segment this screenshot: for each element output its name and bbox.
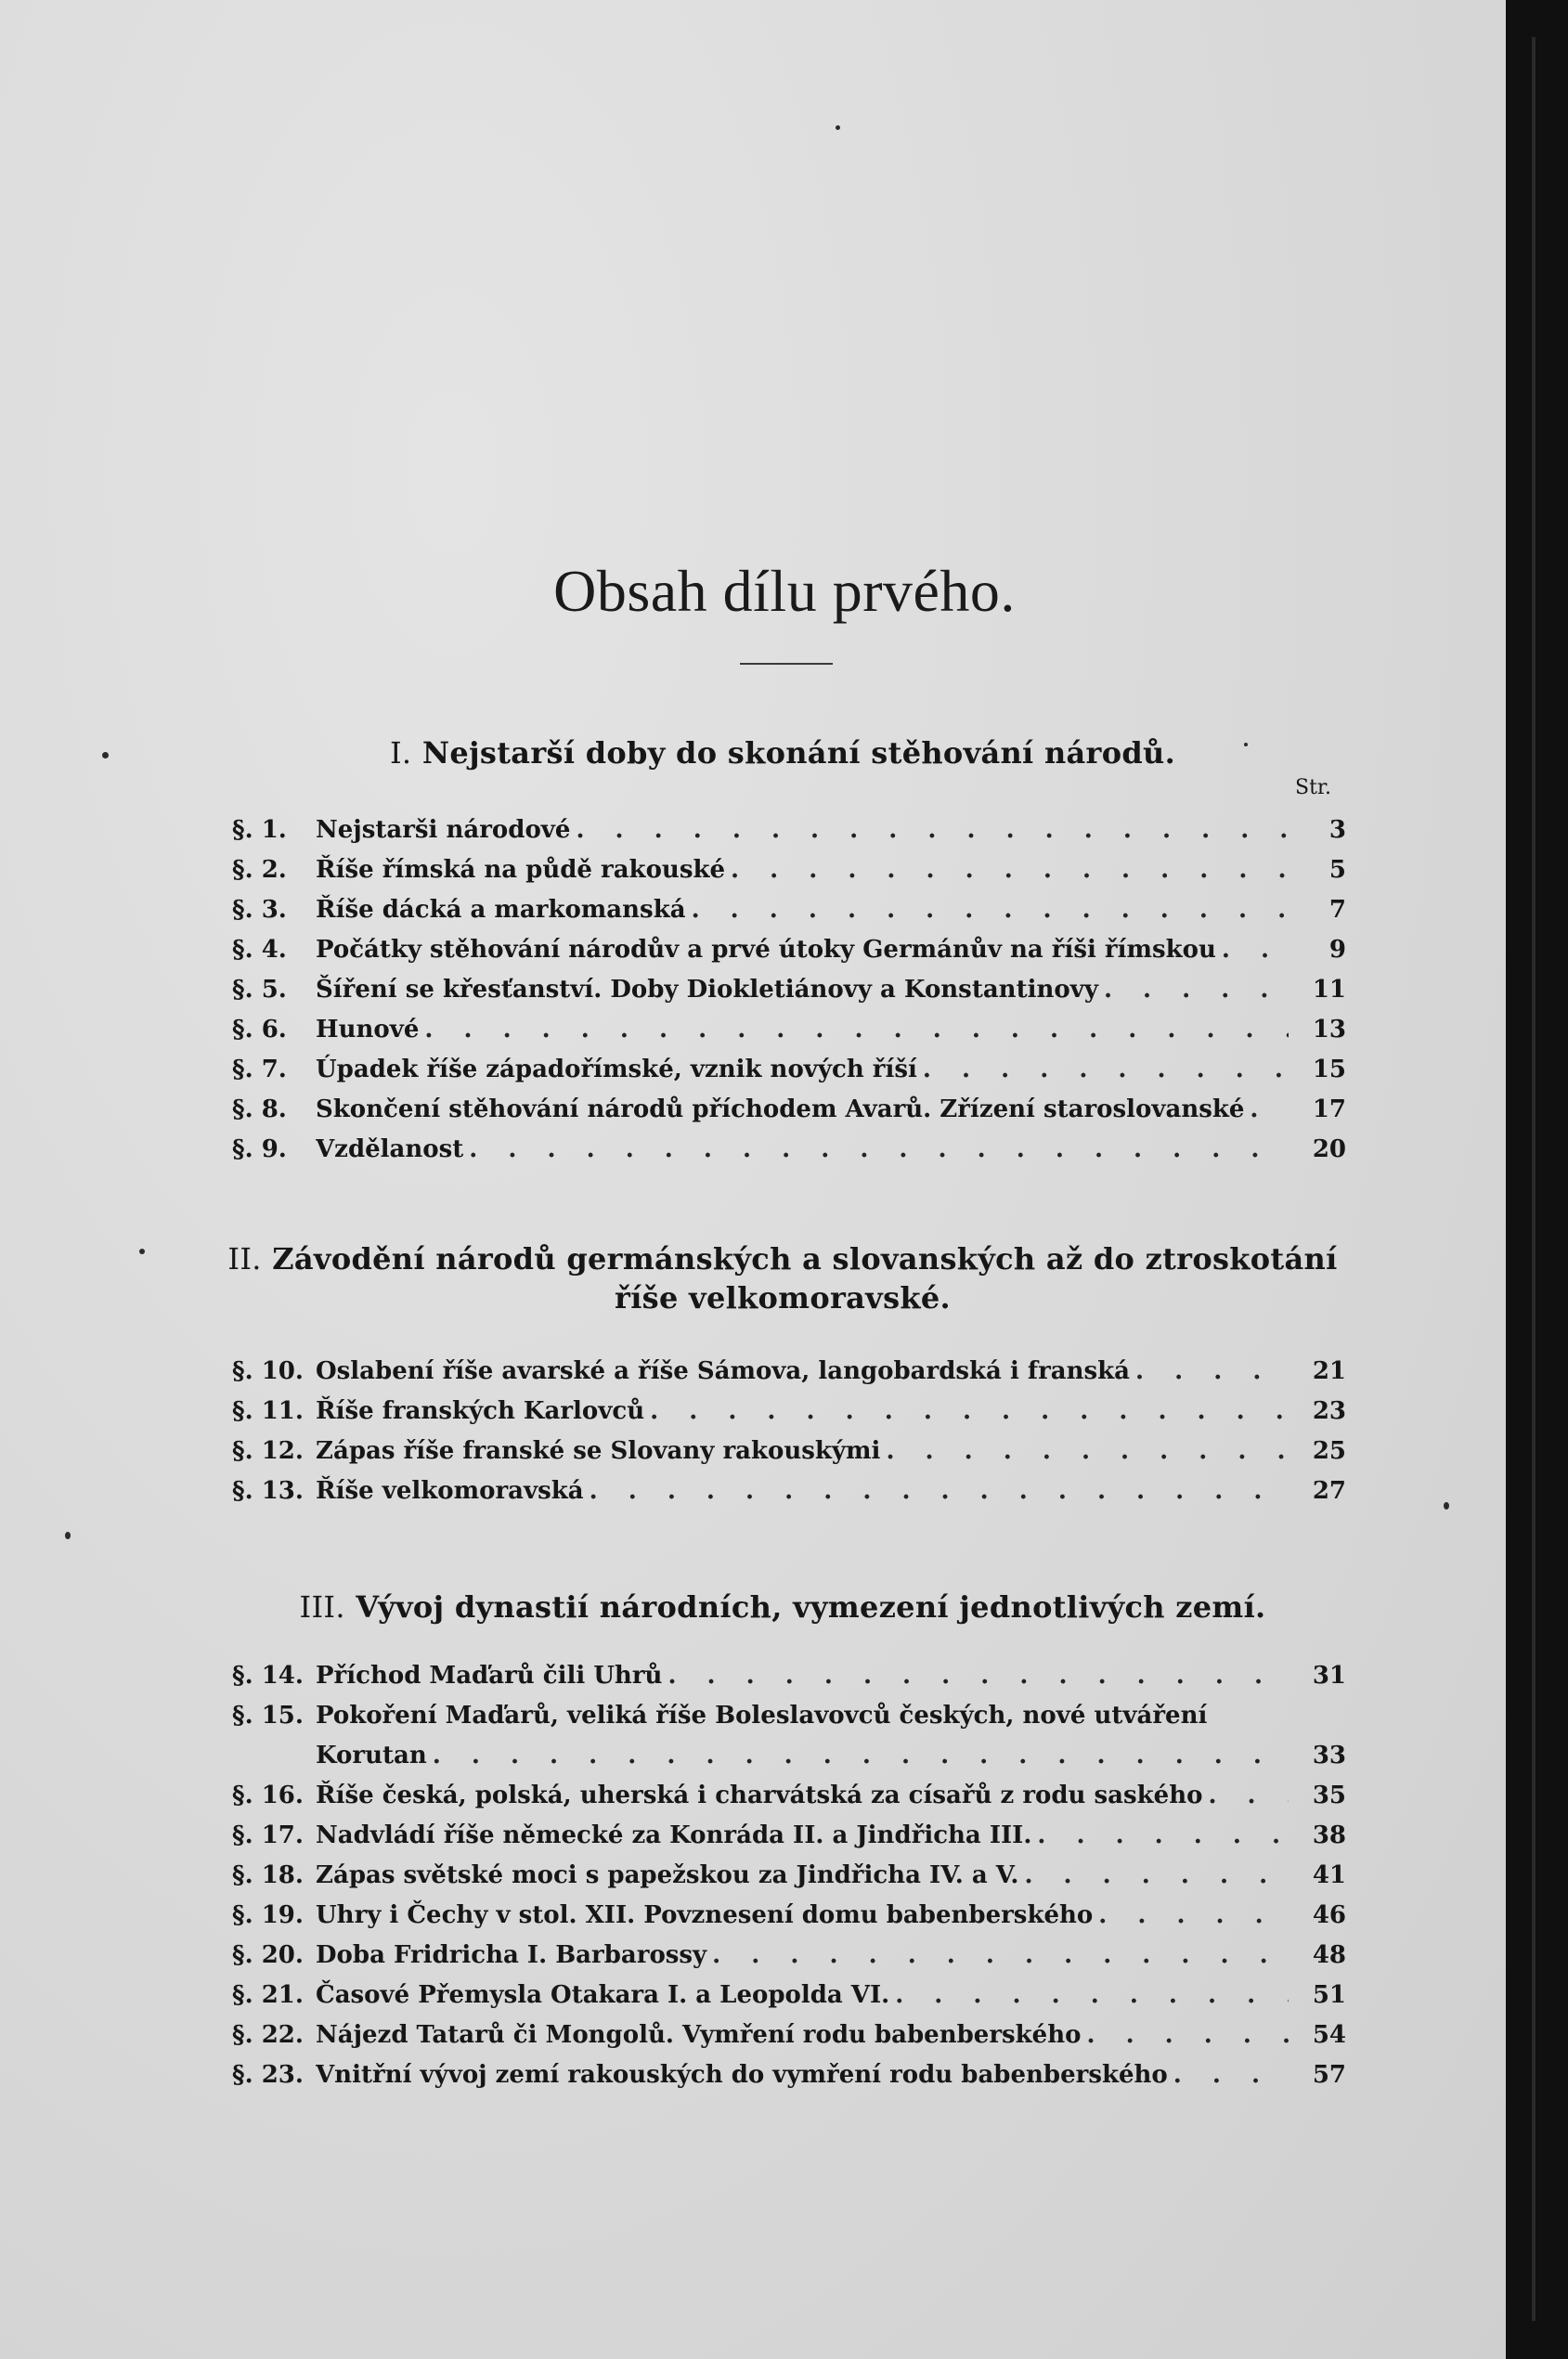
leader-dots xyxy=(923,1051,1289,1088)
section-title: Uhry i Čechy v stol. XII. Povznesení domu babenberského xyxy=(316,1901,1094,1929)
leader-dots xyxy=(1086,2016,1289,2054)
page-number: 11 xyxy=(1312,976,1346,1004)
section-title: Říše římská na půdě rakouské xyxy=(316,856,726,884)
page-number: 13 xyxy=(1312,1016,1346,1043)
page-number: 41 xyxy=(1312,1861,1346,1889)
page-number: 9 xyxy=(1328,936,1346,964)
section-title: Zápas říše franské se Slovany rakouskými xyxy=(316,1437,881,1465)
entry-text-wrap xyxy=(316,1977,1289,2014)
section-number: §. 7. xyxy=(232,1056,287,1083)
entry-text-wrap xyxy=(316,1131,1289,1168)
entry-text-wrap xyxy=(316,891,1289,928)
toc-entry xyxy=(232,1777,1346,1814)
scan-speck xyxy=(836,125,840,130)
scan-speck xyxy=(102,752,109,758)
page-number: 57 xyxy=(1312,2061,1346,2089)
entry-text-wrap xyxy=(316,1472,1289,1510)
part-3-title: Vývoj dynastií národních, vymezení jednotlivých zemí. xyxy=(356,1589,1266,1625)
leader-dots xyxy=(667,1657,1289,1694)
toc-entry xyxy=(232,1897,1346,1934)
section-title: Říše velkomoravská xyxy=(316,1477,584,1505)
entry-text-wrap xyxy=(316,1432,1289,1470)
section-number: §. 18. xyxy=(232,1861,304,1889)
page-number: 3 xyxy=(1328,816,1346,844)
scan-speck xyxy=(65,1532,71,1539)
leader-dots xyxy=(692,891,1289,928)
leader-dots xyxy=(1098,1897,1289,1934)
scan-speck xyxy=(1444,1502,1449,1510)
leader-dots xyxy=(1250,1091,1289,1128)
section-title: Doba Fridricha I. Barbarossy xyxy=(316,1941,707,1969)
toc-entry xyxy=(232,1977,1346,2014)
section-number: §. 6. xyxy=(232,1016,287,1043)
entry-text-wrap xyxy=(316,1697,1289,1734)
part-1-title: Nejstarší doby do skonání stěhování národů. xyxy=(421,735,1176,771)
toc-entry-continuation xyxy=(232,1737,1346,1774)
leader-dots xyxy=(1104,971,1289,1008)
section-title: Nejstarši národové xyxy=(316,816,571,844)
section-number: §. 11. xyxy=(232,1397,304,1425)
section-number: §. 17. xyxy=(232,1821,304,1849)
section-title: Hunové xyxy=(316,1016,420,1043)
toc-entry xyxy=(232,2056,1346,2093)
page-number: 51 xyxy=(1312,1981,1346,2009)
section-number: §. 1. xyxy=(232,816,287,844)
entry-text-wrap xyxy=(316,971,1289,1008)
toc-entry xyxy=(232,1472,1346,1510)
page-edge-shadow xyxy=(1506,0,1568,2359)
section-title: Říše dácká a markomanská xyxy=(316,896,686,924)
section-number: §. 22. xyxy=(232,2021,304,2049)
section-title-continued: Korutan xyxy=(316,1742,427,1769)
section-title: Nadvládí říše německé za Konráda II. a Jindřicha III. xyxy=(316,1821,1032,1849)
entry-text-wrap xyxy=(316,2016,1289,2054)
entry-text-wrap xyxy=(316,851,1289,888)
leader-dots xyxy=(590,1472,1289,1510)
page-edge-line xyxy=(1532,37,1536,2321)
page-column-label: Str. xyxy=(1295,776,1332,799)
part-3-number: III. xyxy=(299,1589,345,1625)
page-number: 46 xyxy=(1312,1901,1346,1929)
page-number: 23 xyxy=(1312,1397,1346,1425)
leader-dots xyxy=(650,1393,1289,1430)
entry-text-wrap xyxy=(316,1817,1289,1854)
section-number: §. 4. xyxy=(232,936,287,964)
section-number: §. 5. xyxy=(232,976,287,1004)
section-number: §. 16. xyxy=(232,1782,304,1809)
entry-text-wrap xyxy=(316,1897,1289,1934)
page-title: Obsah dílu prvého. xyxy=(553,558,1016,624)
entry-text-wrap xyxy=(316,1011,1289,1048)
section-title: Zápas světské moci s papežskou za Jindřicha IV. a V. xyxy=(316,1861,1019,1889)
section-number: §. 23. xyxy=(232,2061,304,2089)
section-title: Oslabení říše avarské a říše Sámova, langobardská i franská xyxy=(316,1357,1131,1385)
section-number: §. 10. xyxy=(232,1357,304,1385)
section-title: Počátky stěhování národův a prvé útoky Germánův na říši římskou xyxy=(316,936,1216,964)
section-number: §. 20. xyxy=(232,1941,304,1969)
toc-entry xyxy=(232,2016,1346,2054)
toc-entry xyxy=(232,1091,1346,1128)
entry-text-wrap xyxy=(316,811,1289,849)
leader-dots xyxy=(1173,2056,1289,2093)
leader-dots xyxy=(433,1737,1289,1774)
page-number: 7 xyxy=(1328,896,1346,924)
page-number: 17 xyxy=(1312,1095,1346,1123)
section-title: Říše franských Karlovců xyxy=(316,1397,645,1425)
leader-dots xyxy=(886,1432,1289,1470)
page-number: 25 xyxy=(1312,1437,1346,1465)
entry-text-wrap xyxy=(316,1737,1289,1774)
page-number: 27 xyxy=(1312,1477,1346,1505)
leader-dots xyxy=(1135,1353,1289,1390)
leader-dots xyxy=(576,811,1289,849)
page-number: 38 xyxy=(1312,1821,1346,1849)
entry-text-wrap xyxy=(316,1051,1289,1088)
toc-entry xyxy=(232,1011,1346,1048)
section-title: Nájezd Tatarů či Mongolů. Vymření rodu babenberského xyxy=(316,2021,1082,2049)
entry-text-wrap xyxy=(316,931,1289,968)
leader-dots xyxy=(1222,931,1289,968)
toc-entry xyxy=(232,1131,1346,1168)
entry-text-wrap xyxy=(316,1353,1289,1390)
toc-entry xyxy=(232,1657,1346,1694)
leader-dots xyxy=(469,1131,1289,1168)
toc-entry xyxy=(232,1697,1346,1734)
title-rule xyxy=(740,663,833,665)
section-number: §. 13. xyxy=(232,1477,304,1505)
section-title: Šíření se křesťanství. Doby Diokletiánovy a Konstantinovy xyxy=(316,976,1098,1004)
section-number: §. 3. xyxy=(232,896,287,924)
part-2-number: II. xyxy=(227,1241,262,1277)
page-number: 20 xyxy=(1312,1135,1346,1163)
section-number: §. 8. xyxy=(232,1095,287,1123)
section-number: §. 19. xyxy=(232,1901,304,1929)
section-title: Úpadek říše západořímské, vznik nových říší xyxy=(316,1056,917,1083)
section-number: §. 15. xyxy=(232,1702,304,1730)
entry-text-wrap xyxy=(316,1393,1289,1430)
toc-entry xyxy=(232,811,1346,849)
section-title: Pokoření Maďarů, veliká říše Boleslavovců českých, nové utváření xyxy=(316,1702,1208,1730)
page-number: 48 xyxy=(1312,1941,1346,1969)
section-title: Vzdělanost xyxy=(316,1135,464,1163)
section-number: §. 14. xyxy=(232,1662,304,1690)
page-number: 35 xyxy=(1312,1782,1346,1809)
section-title: Časové Přemysla Otakara I. a Leopolda VI. xyxy=(316,1981,890,2009)
leader-dots xyxy=(424,1011,1289,1048)
part-3-heading xyxy=(215,1588,1350,1627)
page-number: 21 xyxy=(1312,1357,1346,1385)
toc-entry xyxy=(232,851,1346,888)
section-title: Říše česká, polská, uherská i charvátská za císařů z rodu saského xyxy=(316,1782,1203,1809)
toc-entry xyxy=(232,1857,1346,1894)
page-number: 54 xyxy=(1312,2021,1346,2049)
toc-entry xyxy=(232,1051,1346,1088)
leader-dots xyxy=(895,1977,1289,2014)
toc-entry xyxy=(232,1393,1346,1430)
toc-entry xyxy=(232,1432,1346,1470)
scan-speck xyxy=(139,1249,145,1254)
section-title: Příchod Maďarů čili Uhrů xyxy=(316,1662,663,1690)
part-2-heading xyxy=(215,1239,1350,1317)
part-1-heading xyxy=(215,733,1350,772)
toc-entry xyxy=(232,891,1346,928)
section-number: §. 9. xyxy=(232,1135,287,1163)
page-number: 5 xyxy=(1328,856,1346,884)
section-title: Skončení stěhování národů příchodem Avarů. Zřízení staroslovanské xyxy=(316,1095,1245,1123)
toc-entry xyxy=(232,931,1346,968)
part-1-number: I. xyxy=(389,735,412,771)
entry-text-wrap xyxy=(316,1091,1289,1128)
part-2-title-line1: Závodění národů germánských a slovanských až do ztroskotání xyxy=(272,1241,1338,1277)
entry-text-wrap xyxy=(316,2056,1289,2093)
section-number: §. 2. xyxy=(232,856,287,884)
section-title: Vnitřní vývoj zemí rakouských do vymření rodu babenberského xyxy=(316,2061,1168,2089)
leader-dots xyxy=(712,1937,1289,1974)
page-number: 31 xyxy=(1312,1662,1346,1690)
leader-dots xyxy=(1208,1777,1289,1814)
entry-text-wrap xyxy=(316,1657,1289,1694)
toc-entry xyxy=(232,1353,1346,1390)
scan-speck xyxy=(1244,743,1248,746)
section-number: §. 12. xyxy=(232,1437,304,1465)
leader-dots xyxy=(731,851,1289,888)
section-number: §. 21. xyxy=(232,1981,304,2009)
page-number: 15 xyxy=(1312,1056,1346,1083)
part-2-title-line2: říše velkomoravské. xyxy=(615,1280,951,1316)
leader-dots xyxy=(1037,1817,1289,1854)
entry-text-wrap xyxy=(316,1857,1289,1894)
leader-dots xyxy=(1024,1857,1289,1894)
entry-text-wrap xyxy=(316,1937,1289,1974)
toc-entry xyxy=(232,1817,1346,1854)
toc-entry xyxy=(232,1937,1346,1974)
page-number: 33 xyxy=(1312,1742,1346,1769)
entry-text-wrap xyxy=(316,1777,1289,1814)
toc-entry xyxy=(232,971,1346,1008)
